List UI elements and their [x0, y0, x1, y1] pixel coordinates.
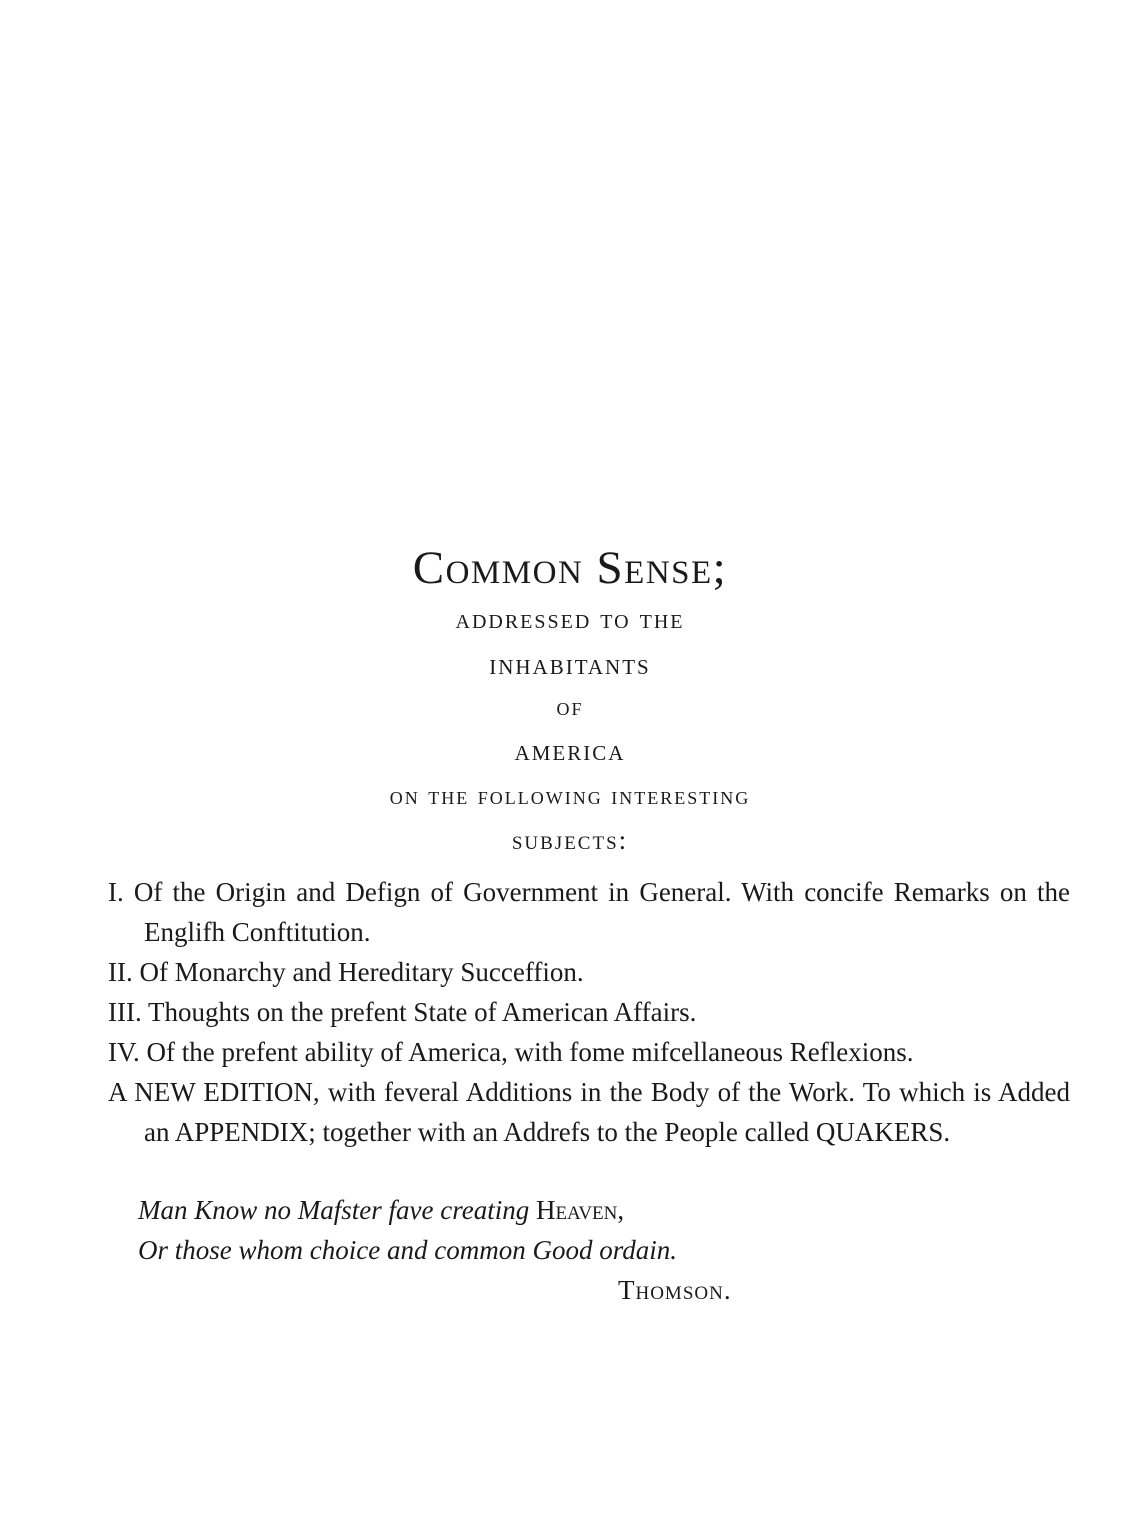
subject-list: [108, 872, 1070, 1152]
page-title: Common Sense;: [412, 542, 728, 594]
epigraph-line-1: [138, 1190, 838, 1230]
subtitle-of: of: [556, 692, 584, 721]
epigraph: [138, 1190, 838, 1270]
list-item: II. Of Monarchy and Hereditary Succeffion.: [108, 957, 584, 987]
epigraph-author: Thomson.: [618, 1275, 732, 1305]
list-item: I. Of the Origin and Defign of Government in General. With concife Remarks on the Englifh Conftitution.: [108, 877, 1070, 947]
epigraph-heaven: Heaven,: [535, 1195, 625, 1225]
subtitle-inhabitants: inhabitants: [489, 648, 651, 681]
epigraph-line-1-text: Man Know no Mafster fave creating: [138, 1195, 530, 1225]
list-item: A NEW EDITION, with feveral Additions in the Body of the Work. To which is Added an APPENDIX; together with an Addrefs to the People called QUAKERS.: [108, 1077, 1070, 1147]
list-item: IV. Of the prefent ability of America, with fome mifcellaneous Reflexions.: [108, 1037, 914, 1067]
subtitle-america: america: [514, 734, 626, 767]
title-block: [0, 536, 1140, 866]
subtitle-following: on the following interesting: [389, 781, 751, 810]
subtitle-subjects: subjects:: [511, 825, 629, 855]
list-item: III. Thoughts on the prefent State of American Affairs.: [108, 997, 697, 1027]
epigraph-line-2: Or those whom choice and common Good ordain.: [138, 1235, 677, 1265]
subtitle-addressed: addressed to the: [455, 604, 685, 635]
